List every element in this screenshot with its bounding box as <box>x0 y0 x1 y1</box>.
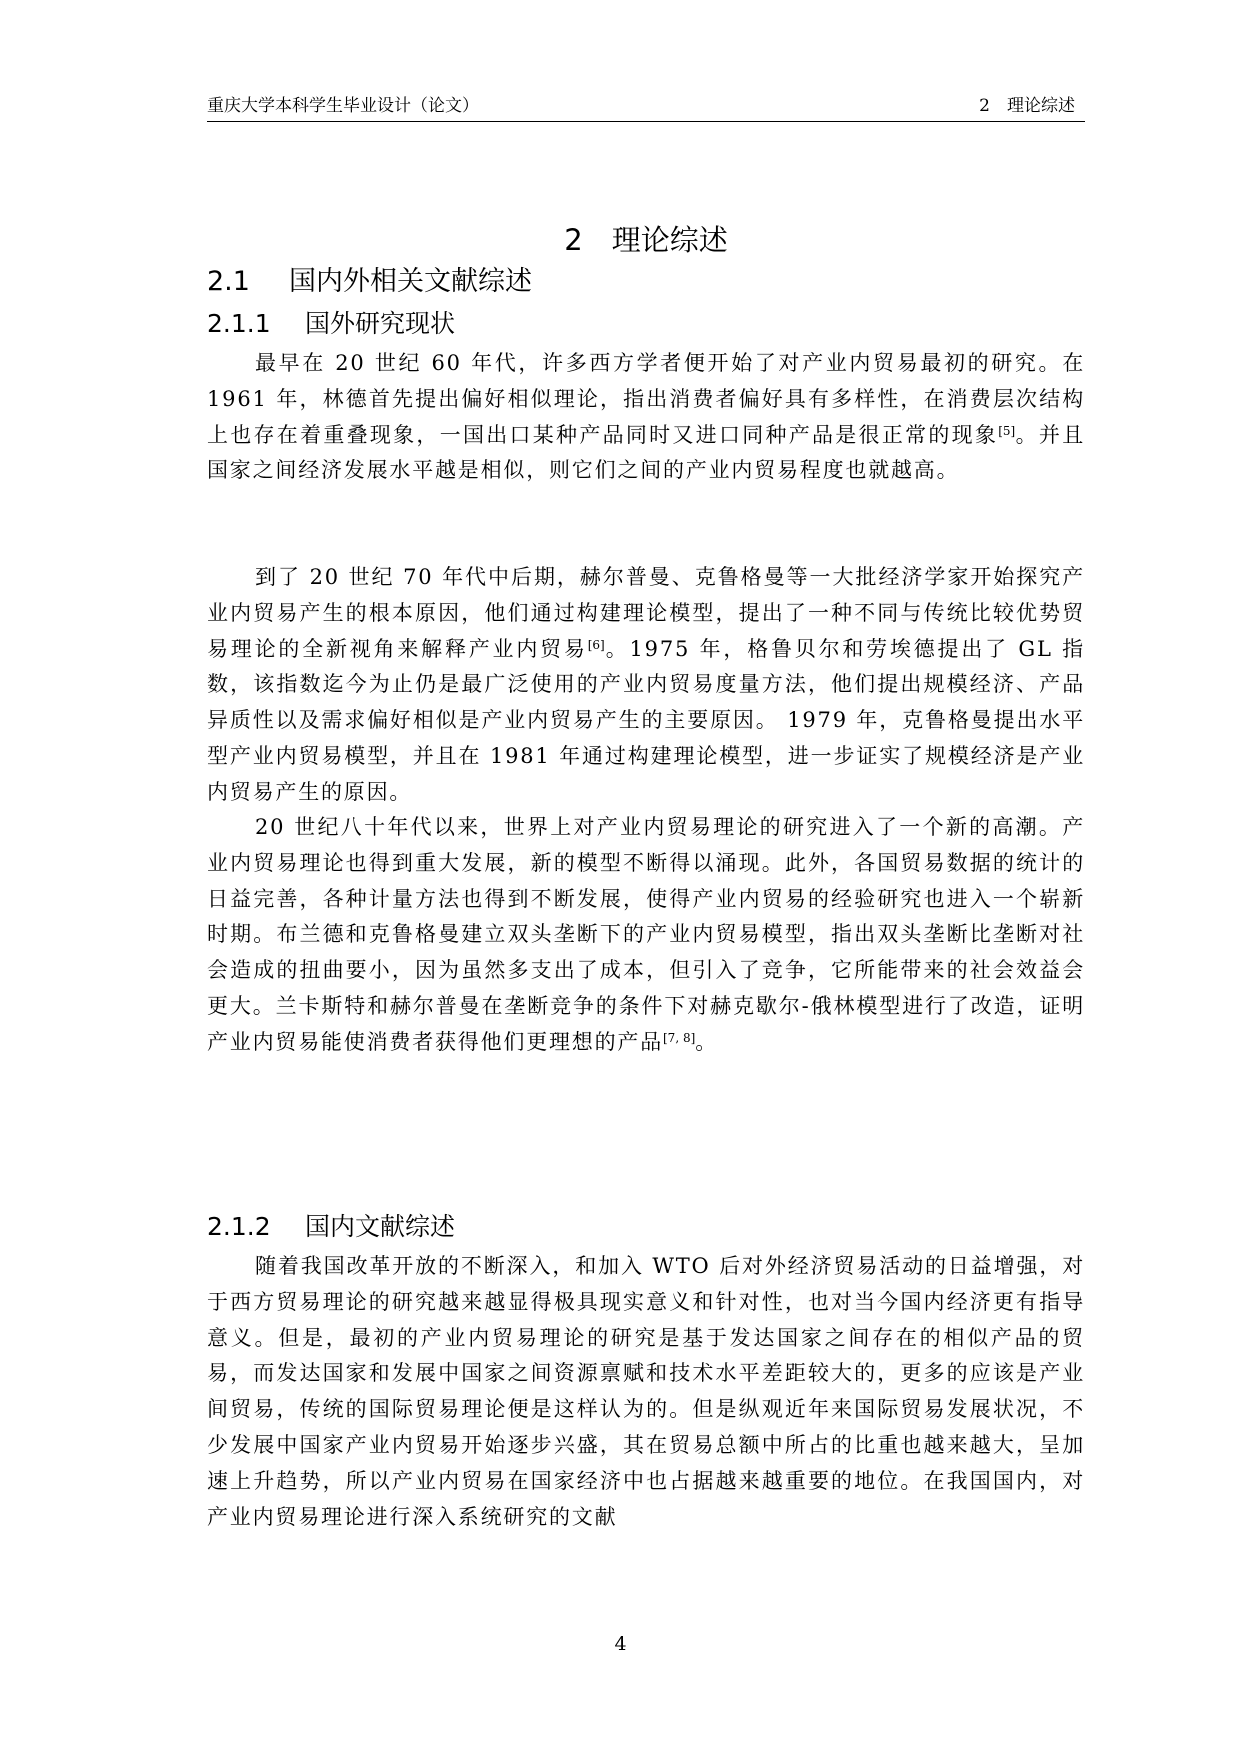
header-chapter-title: 2 理论综述 <box>979 96 1075 116</box>
section-title: 国内文献综述 <box>305 1212 456 1241</box>
section-number: 2.1 <box>207 266 250 297</box>
paragraph-domestic-literature: 随着我国改革开放的不断深入，和加入 WTO 后对外经济贸易活动的日益增强，对于西方贸易理论的研究越来越显得极具现实意义和针对性，也对当今国内经济更有指导意义。但是，最初的产业内贸易理论的研究是基于发达国家之间存在的相似产品的贸易，而发达国家和发展中国家之间资源禀赋和技术水平差距较大的，更多的应该是产业间贸易，传统的国际贸易理论便是这样认为的。但是纵观近年来国际贸易发展状况，不少发展中国家产业内贸易开始逐步兴盛，其在贸易总额中所占的比重也越来越大，呈加速上升趋势，所以产业内贸易在国家经济中也占据越来越重要的地位。在我国国内，对产业内贸易理论进行深入系统研究的文献 <box>207 1254 1085 1529</box>
section-number: 2.1.2 <box>207 1212 271 1241</box>
citation-ref: [6] <box>587 637 605 652</box>
section-number: 2.1.1 <box>207 309 271 338</box>
section-heading-2-1 <box>207 264 532 300</box>
citation-ref: [5] <box>998 423 1016 438</box>
page-number: 4 <box>614 1633 627 1655</box>
running-header <box>207 93 1085 122</box>
header-thesis-title: 重庆大学本科学生毕业设计（论文） <box>207 96 479 116</box>
section-heading-2-1-1 <box>207 307 455 341</box>
paragraph-foreign-research-1: 最早在 20 世纪 60 年代，许多西方学者便开始了对产业内贸易最初的研究。在 1961 年，林德首先提出偏好相似理论，指出消费者偏好具有多样性，在消费层次结构上也存在着重叠现象，一国出口某种产品同时又进口同种产品是很正常的现象[5]。并且国家之间经济发展水平越是相似，则它们之间的产业内贸易程度也就越高。 <box>207 351 1085 483</box>
paragraph-foreign-research-2: 到了 20 世纪 70 年代中后期，赫尔普曼、克鲁格曼等一大批经济学家开始探究产业内贸易产生的根本原因，他们通过构建理论模型，提出了一种不同与传统比较优势贸易理论的全新视角来解释产业内贸易[6]。1975 年，格鲁贝尔和劳埃德提出了 GL 指数，该指数迄今为止仍是最广泛使用的产业内贸易度量方法，他们提出规模经济、产品异质性以及需求偏好相似是产业内贸易产生的主要原因。 1979 年，克鲁格曼提出水平型产业内贸易模型，并且在 1981 年通过构建理论模型，进一步证实了规模经济是产业内贸易产生的原因。 <box>207 565 1085 804</box>
section-title: 国内外相关文献综述 <box>289 266 532 297</box>
section-heading-2-1-2 <box>207 1210 455 1244</box>
citation-ref: [7, 8] <box>663 1030 696 1045</box>
section-title: 国外研究现状 <box>305 309 456 338</box>
paragraph-foreign-research-3: 20 世纪八十年代以来，世界上对产业内贸易理论的研究进入了一个新的高潮。产业内贸易理论也得到重大发展，新的模型不断得以涌现。此外，各国贸易数据的统计的日益完善，各种计量方法也得到不断发展，使得产业内贸易的经验研究也进入一个崭新时期。布兰德和克鲁格曼建立双头垄断下的产业内贸易模型，指出双头垄断比垄断对社会造成的扭曲要小，因为虽然多支出了成本，但引入了竞争，它所能带来的社会效益会更大。兰卡斯特和赫尔普曼在垄断竞争的条件下对赫克歇尔-俄林模型进行了改造，证明产业内贸易能使消费者获得他们更理想的产品[7, 8]。 <box>207 815 1085 1054</box>
chapter-title: 2 理论综述 <box>564 223 728 257</box>
